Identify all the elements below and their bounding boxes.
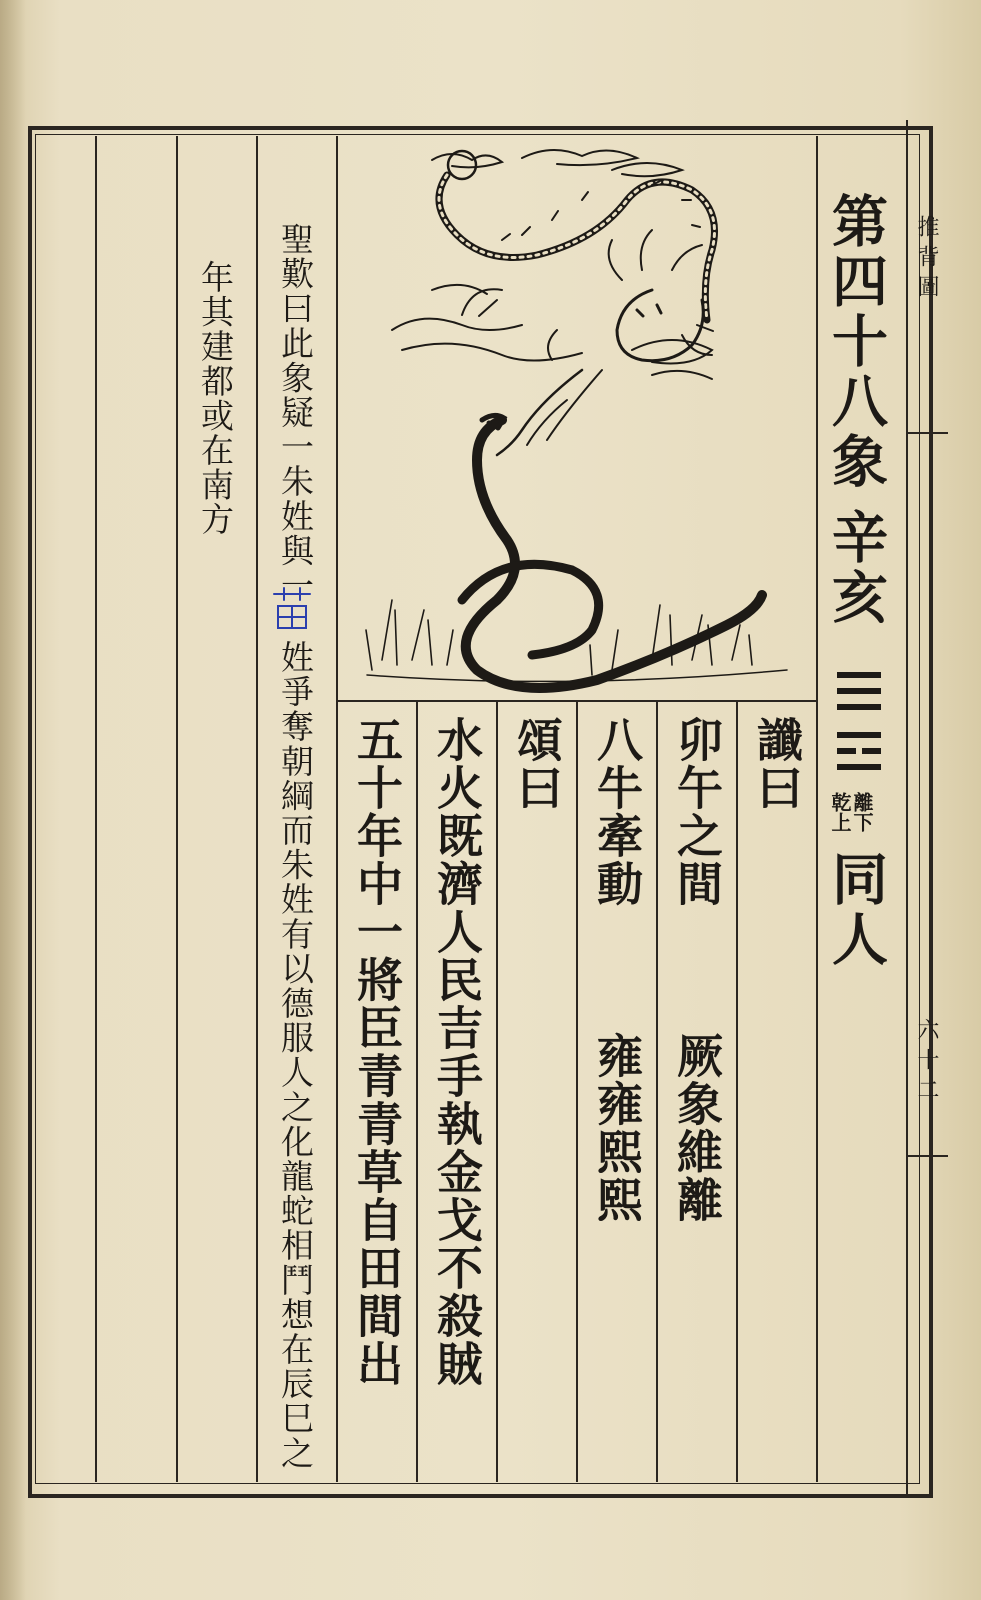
- column-divider: [816, 136, 818, 1482]
- column-divider: [95, 136, 97, 1482]
- chen-line1b: 厥象維離: [670, 1032, 724, 1224]
- column-divider: [256, 136, 258, 1482]
- trigram-lower: 離下: [850, 792, 874, 832]
- hexagram-symbol: [833, 664, 885, 784]
- commentary-line1a: 聖歎曰此象疑一朱姓與一: [276, 222, 315, 603]
- page-number: 六十二: [914, 1018, 939, 1108]
- dragon-snake-illustration: [352, 140, 802, 695]
- column-divider: [416, 700, 418, 1482]
- commentary-line1b: 姓爭奪朝綱而朱姓有以德服人之化龍蛇相鬥想在辰巳之: [276, 640, 315, 1471]
- commentary-line2: 年其建都或在南方: [196, 260, 235, 537]
- column-divider: [576, 700, 578, 1482]
- song-line1: 水火既濟人民吉手執金戈不殺賊: [430, 716, 484, 1388]
- ganzhi-label: 辛亥: [823, 508, 889, 628]
- column-divider: [496, 700, 498, 1482]
- hexagram-name: 同人: [823, 850, 889, 970]
- trigram-upper: 乾上: [828, 792, 852, 832]
- margin-rule-bottom: [908, 1155, 948, 1157]
- chen-line1a: 卯午之間: [670, 716, 724, 908]
- chen-line2a: 八牛牽動: [590, 716, 644, 908]
- chen-label: 讖曰: [750, 716, 804, 812]
- binding-gutter-shadow: [0, 0, 26, 1600]
- song-line2: 五十年中一將臣青青草自田間出: [350, 716, 404, 1388]
- handwritten-annotation: [268, 586, 316, 632]
- column-divider: [176, 136, 178, 1482]
- column-divider: [336, 136, 338, 1482]
- chen-line2b: 雍雍熙熙: [590, 1032, 644, 1224]
- song-label: 頌曰: [510, 716, 564, 812]
- margin-rule-top: [908, 432, 948, 434]
- figure-title: 第四十八象: [823, 192, 889, 492]
- book-title-margin: 推背圖: [914, 215, 939, 305]
- margin-divider: [906, 120, 908, 1498]
- column-divider: [656, 700, 658, 1482]
- column-divider: [736, 700, 738, 1482]
